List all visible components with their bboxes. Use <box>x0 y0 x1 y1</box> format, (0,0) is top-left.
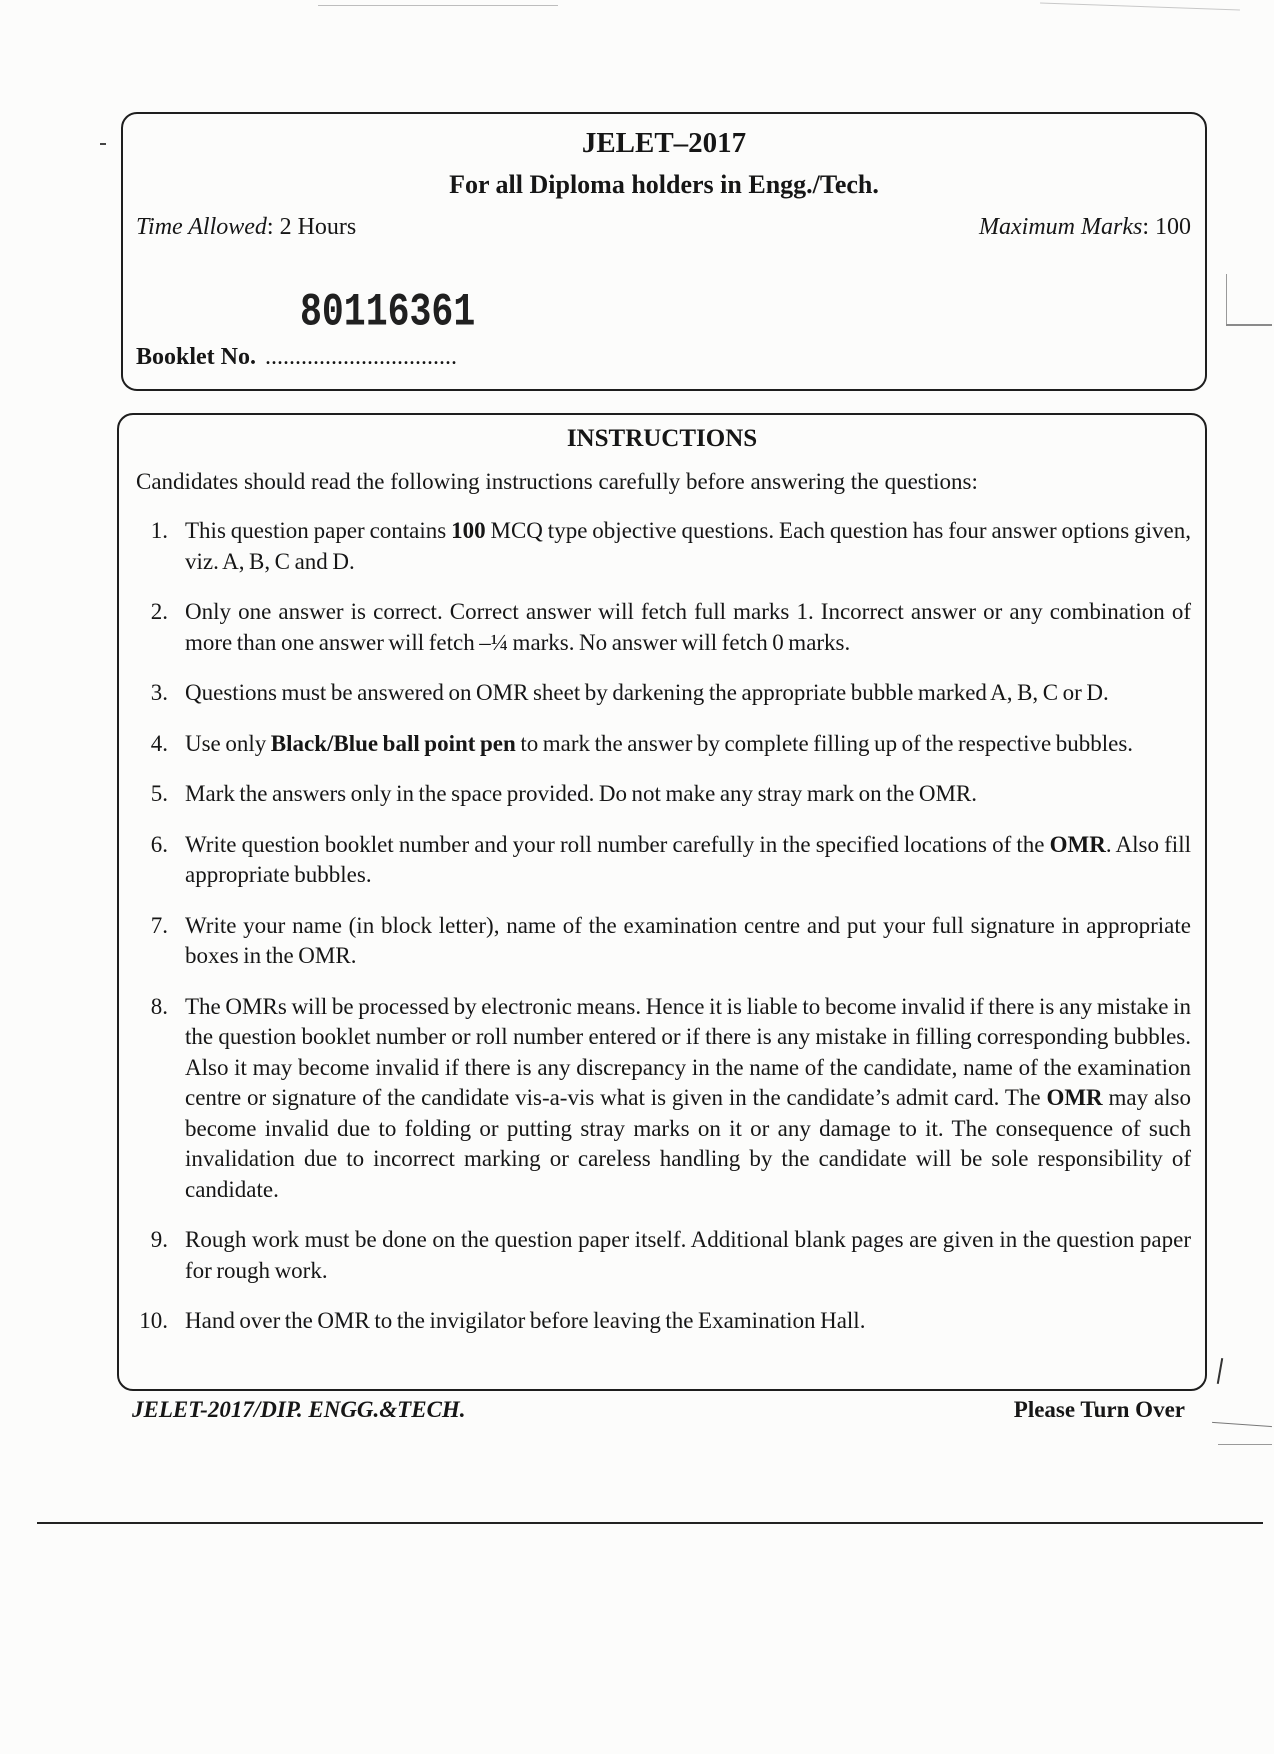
booklet-label: Booklet No. <box>136 344 256 370</box>
booklet-number-field <box>136 342 457 372</box>
scan-mark <box>1040 3 1240 11</box>
item-text <box>185 830 1191 891</box>
item-number: 7. <box>150 912 168 938</box>
time-allowed <box>136 212 356 242</box>
item-text-part: may also become invalid due to folding or putting stray marks on it or any damage to it. The consequence of such invalidation due to incorrect marking or careless handling by the candidate will be sole responsibility of candidate. <box>185 1085 1191 1202</box>
item-text-bold: OMR <box>1049 831 1106 857</box>
page-bottom-rule <box>37 1522 1263 1524</box>
item-number: 2. <box>150 599 168 624</box>
booklet-number-stamp: 80116361 <box>300 286 476 339</box>
maximum-marks-value: : 100 <box>1142 214 1191 240</box>
item-text-part: This question paper contains <box>185 518 452 543</box>
maximum-marks-label: Maximum Marks <box>979 214 1143 240</box>
item-number: 3. <box>150 680 168 705</box>
instruction-item <box>119 516 1191 577</box>
instruction-item <box>119 992 1191 1206</box>
time-allowed-label: Time Allowed <box>136 214 267 240</box>
page-footer <box>117 1396 1207 1424</box>
exam-title: JELET–2017 <box>581 127 747 159</box>
item-text: Questions must be answered on OMR sheet by darkening the appropriate bubble marked A, B, C or D. <box>185 680 1109 705</box>
item-number: 5. <box>150 781 168 806</box>
instructions-intro: Candidates should read the following instructions carefully before answering the questions: <box>136 469 978 494</box>
booklet-dotted-line: ................................ <box>265 344 457 370</box>
instruction-item <box>119 911 1191 972</box>
item-number: 9. <box>150 1227 168 1252</box>
item-text-part: MCQ type objective questions. Each question has four answer options given, viz. A, B, C and D. <box>185 518 1191 574</box>
item-text-bold: Black/Blue ball point pen <box>270 730 516 756</box>
maximum-marks <box>979 212 1191 242</box>
instruction-item <box>119 678 1191 709</box>
instructions-heading: INSTRUCTIONS <box>566 425 758 452</box>
time-allowed-value: : 2 Hours <box>266 214 357 240</box>
instructions-section <box>117 413 1207 1424</box>
item-text: Mark the answers only in the space provided. Do not make any stray mark on the OMR. <box>185 781 977 806</box>
scan-mark <box>1218 1444 1272 1445</box>
instruction-item <box>119 830 1191 891</box>
item-number: 8. <box>150 993 168 1019</box>
exam-header-box <box>121 112 1207 391</box>
footer-turn-over: Please Turn Over <box>1013 1396 1185 1422</box>
scan-mark <box>1212 1422 1272 1427</box>
footer-paper-code: JELET-2017/DIP. ENGG.&TECH. <box>132 1396 466 1422</box>
item-text: Only one answer is correct. Correct answer will fetch full marks 1. Incorrect answer or any combination of more than one answer will fetch –¼ marks. No answer will fetch 0 marks. <box>185 599 1191 655</box>
exam-subtitle: For all Diploma holders in Engg./Tech. <box>449 170 879 199</box>
scan-mark <box>318 5 558 6</box>
item-text: Write your name (in block letter), name of the examination centre and put your full signature in appropriate boxes in the OMR. <box>185 912 1191 968</box>
item-number: 1. <box>150 518 168 543</box>
instruction-list <box>119 516 1191 1337</box>
item-text-part: Use only <box>185 730 271 756</box>
item-number: 10. <box>139 1308 168 1333</box>
scan-mark <box>1217 1358 1223 1384</box>
item-text <box>185 729 1191 760</box>
instructions-box <box>117 413 1207 1391</box>
instruction-item <box>119 1225 1191 1286</box>
item-number: 6. <box>150 831 168 857</box>
item-text-part: . Also fill appropriate bubbles. <box>185 831 1191 887</box>
instruction-item <box>119 597 1191 658</box>
exam-meta-row <box>136 212 1191 242</box>
instruction-item <box>119 1306 1191 1337</box>
scan-mark <box>1226 324 1272 326</box>
item-text <box>185 992 1191 1206</box>
item-text-part: Write question booklet number and your roll number carefully in the specified locations of the <box>185 831 1050 857</box>
item-text: Hand over the OMR to the invigilator before leaving the Examination Hall. <box>185 1308 866 1333</box>
instruction-item <box>119 729 1191 760</box>
item-text-bold: 100 <box>451 518 486 543</box>
item-text-bold: OMR <box>1046 1085 1103 1110</box>
item-text <box>185 516 1191 577</box>
item-text-part: to mark the answer by complete filling up of the respective bubbles. <box>515 730 1134 756</box>
scan-mark <box>100 143 106 145</box>
item-text-part: The OMRs will be processed by electronic means. Hence it is liable to become invalid if there is any mistake in the question booklet number or roll number entered or if there is any mistake in filling corresponding bubbles. Also it may become invalid if there is any discrepancy in the name of the candidate, name of the examination centre or signature of the candidate vis-a-vis what is given in the candidate’s admit card. The <box>185 993 1191 1110</box>
instruction-item <box>119 779 1191 810</box>
item-text: Rough work must be done on the question paper itself. Additional blank pages are given in the question paper for rough work. <box>185 1227 1191 1283</box>
scan-mark <box>1226 274 1227 324</box>
item-number: 4. <box>150 730 168 756</box>
